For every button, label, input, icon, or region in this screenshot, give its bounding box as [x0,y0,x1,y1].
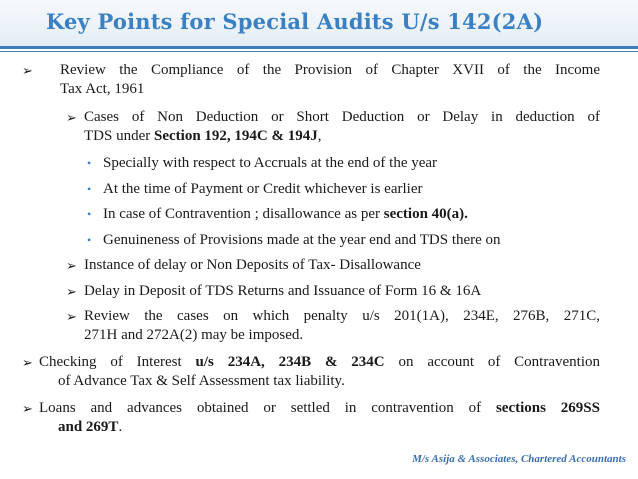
bullet-loans-line1: Loans and advances obtained or settled in contravention of sections 269SS [39,400,600,416]
slide-title: Key Points for Special Audits U/s 142(2A) [46,9,544,34]
dot-payment-credit: At the time of Payment or Credit whichever is earlier [103,181,423,197]
dot-bullet-icon: • [87,233,92,247]
arrow-bullet-icon: ➢ [22,401,33,416]
bullet-loans-line2: and 269T. [58,419,123,435]
arrow-bullet-icon: ➢ [22,355,33,370]
dot-contravention: In case of Contravention ; disallowance as per section 40(a). [103,206,468,222]
subbullet-penalty-line1: Review the cases on which penalty u/s 201(1A), 234E, 276B, 271C, [84,308,600,324]
footer-firm-name: M/s Asija & Associates, Chartered Accountants [412,453,626,465]
subbullet-penalty-line2: 271H and 272A(2) may be imposed. [84,327,304,343]
arrow-bullet-icon: ➢ [66,258,77,273]
title-rule-thin [0,51,638,52]
subbullet-non-deduction-line2: TDS under Section 192, 194C & 194J, [84,128,322,144]
dot-bullet-icon: • [87,182,92,196]
subbullet-tds-returns: Delay in Deposit of TDS Returns and Issuance of Form 16 & 16A [84,283,482,299]
bullet-review-compliance-line1: Review the Compliance of the Provision of Chapter XVII of the Income [60,62,600,78]
arrow-bullet-icon: ➢ [66,110,77,125]
dot-bullet-icon: • [87,156,92,170]
arrow-bullet-icon: ➢ [66,309,77,324]
subbullet-delay-non-deposit: Instance of delay or Non Deposits of Tax- Disallowance [84,257,421,273]
dot-accruals: Specially with respect to Accruals at the end of the year [103,155,438,171]
bullet-review-compliance-line2: Tax Act, 1961 [60,81,145,97]
arrow-bullet-icon: ➢ [66,284,77,299]
bullet-interest-line2: of Advance Tax & Self Assessment tax liability. [58,373,345,389]
title-rule-thick [0,46,638,49]
subbullet-non-deduction-line1: Cases of Non Deduction or Short Deduction or Delay in deduction of [84,109,600,125]
dot-bullet-icon: • [87,207,92,221]
arrow-bullet-icon: ➢ [22,63,33,78]
dot-genuineness: Genuineness of Provisions made at the year end and TDS there on [103,232,501,248]
bullet-interest-line1: Checking of Interest u/s 234A, 234B & 234C on account of Contravention [39,354,600,370]
